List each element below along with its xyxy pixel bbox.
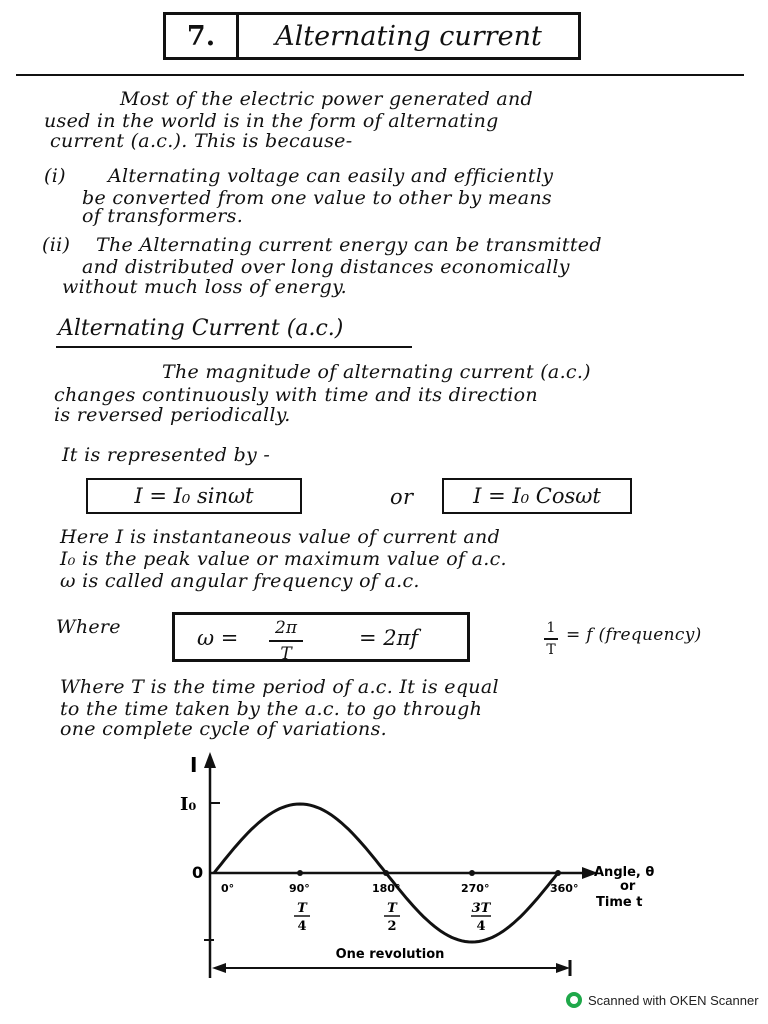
intro-line-2: used in the world is in the form of alternating (44, 110, 499, 132)
x-axis-label-angle: Angle, θ (594, 865, 655, 880)
point-1-label: (i) (44, 165, 66, 187)
formula-sine: I = I₀ sinωt (86, 478, 302, 514)
formula-or: or (390, 485, 414, 509)
revolution-arrow-left (212, 963, 226, 973)
peak-label: I₀ (180, 794, 197, 815)
where-label: Where (56, 616, 121, 638)
freq-definition: = f (frequency) (566, 625, 702, 645)
period-line-1: Where T is the time period of a.c. It is equal (60, 676, 499, 698)
header-rule (16, 74, 744, 76)
point-2-line-2: and distributed over long distances economically (82, 256, 570, 278)
y-axis-arrow (204, 752, 216, 768)
x-axis-label-time: Time t (596, 895, 643, 910)
angle-tick-90: 90° (289, 882, 310, 895)
origin-label: 0 (192, 863, 204, 882)
point-1-line-1: Alternating voltage can easily and efficiently (108, 165, 554, 187)
x-axis-label-or: or (620, 879, 636, 894)
scanner-logo-icon (566, 992, 582, 1008)
freq-fraction (544, 620, 558, 658)
freq-numerator: 1 (546, 620, 556, 636)
point-1-line-2: be converted from one value to other by means (82, 187, 552, 209)
period-line-3: one complete cycle of variations. (60, 718, 387, 740)
omega-fraction (269, 618, 303, 664)
scanner-text: Scanned with OKEN Scanner (588, 992, 759, 1008)
formula-cosine: I = I₀ Cosωt (442, 478, 632, 514)
scanner-watermark (566, 992, 759, 1008)
point-2-label: (ii) (42, 234, 71, 256)
section-underline (56, 346, 412, 348)
x-tick-dot-3 (469, 870, 475, 876)
angle-tick-270: 270° (461, 882, 490, 895)
explain-line-3: ω is called angular frequency of a.c. (60, 570, 420, 592)
point-1-line-3: of transformers. (82, 205, 244, 227)
time-tick-3-den: 4 (476, 919, 486, 934)
definition-line-1: The magnitude of alternating current (a.c.) (162, 361, 591, 383)
freq-fraction-bar (544, 638, 558, 640)
chapter-header (163, 12, 581, 60)
represented-by: It is represented by - (62, 444, 271, 466)
section-title: Alternating Current (a.c.) (58, 316, 344, 341)
time-tick-1-num: T (297, 901, 307, 916)
intro-line-3: current (a.c.). This is because- (50, 130, 353, 152)
x-tick-dot-4 (555, 870, 561, 876)
angle-tick-180: 180° (372, 882, 401, 895)
point-2-line-3: without much loss of energy. (62, 276, 347, 298)
omega-eq-2: = 2πf (359, 626, 419, 650)
freq-denominator: T (546, 642, 556, 658)
angle-tick-360: 360° (550, 882, 579, 895)
omega-formula-box (172, 612, 470, 662)
x-tick-dot-1 (297, 870, 303, 876)
point-2-line-1: The Alternating current energy can be transmitted (96, 234, 602, 256)
omega-eq: ω = (197, 626, 239, 650)
chapter-title: Alternating current (275, 20, 542, 52)
time-tick-1-den: 4 (297, 919, 307, 934)
ac-waveform-graph (0, 740, 768, 990)
period-line-2: to the time taken by the a.c. to go through (60, 698, 483, 720)
intro-line-1: Most of the electric power generated and (120, 88, 534, 110)
y-axis-label: I (190, 753, 198, 777)
omega-fraction-bar (269, 640, 303, 642)
omega-denominator: T (280, 644, 292, 664)
time-tick-3-num: 3T (471, 901, 491, 916)
omega-numerator: 2π (275, 618, 297, 638)
time-tick-2-num: T (387, 901, 397, 916)
revolution-label: One revolution (335, 947, 445, 962)
explain-line-2: I₀ is the peak value or maximum value of a.c. (60, 548, 507, 570)
x-tick-dot-2 (383, 870, 389, 876)
revolution-arrow-right (556, 963, 570, 973)
definition-line-3: is reversed periodically. (54, 404, 291, 426)
explain-line-1: Here I is instantaneous value of current and (60, 526, 501, 548)
definition-line-2: changes continuously with time and its direction (54, 384, 538, 406)
chapter-number: 7. (166, 15, 239, 57)
time-tick-2-den: 2 (387, 919, 397, 934)
angle-tick-0: 0° (221, 882, 235, 895)
